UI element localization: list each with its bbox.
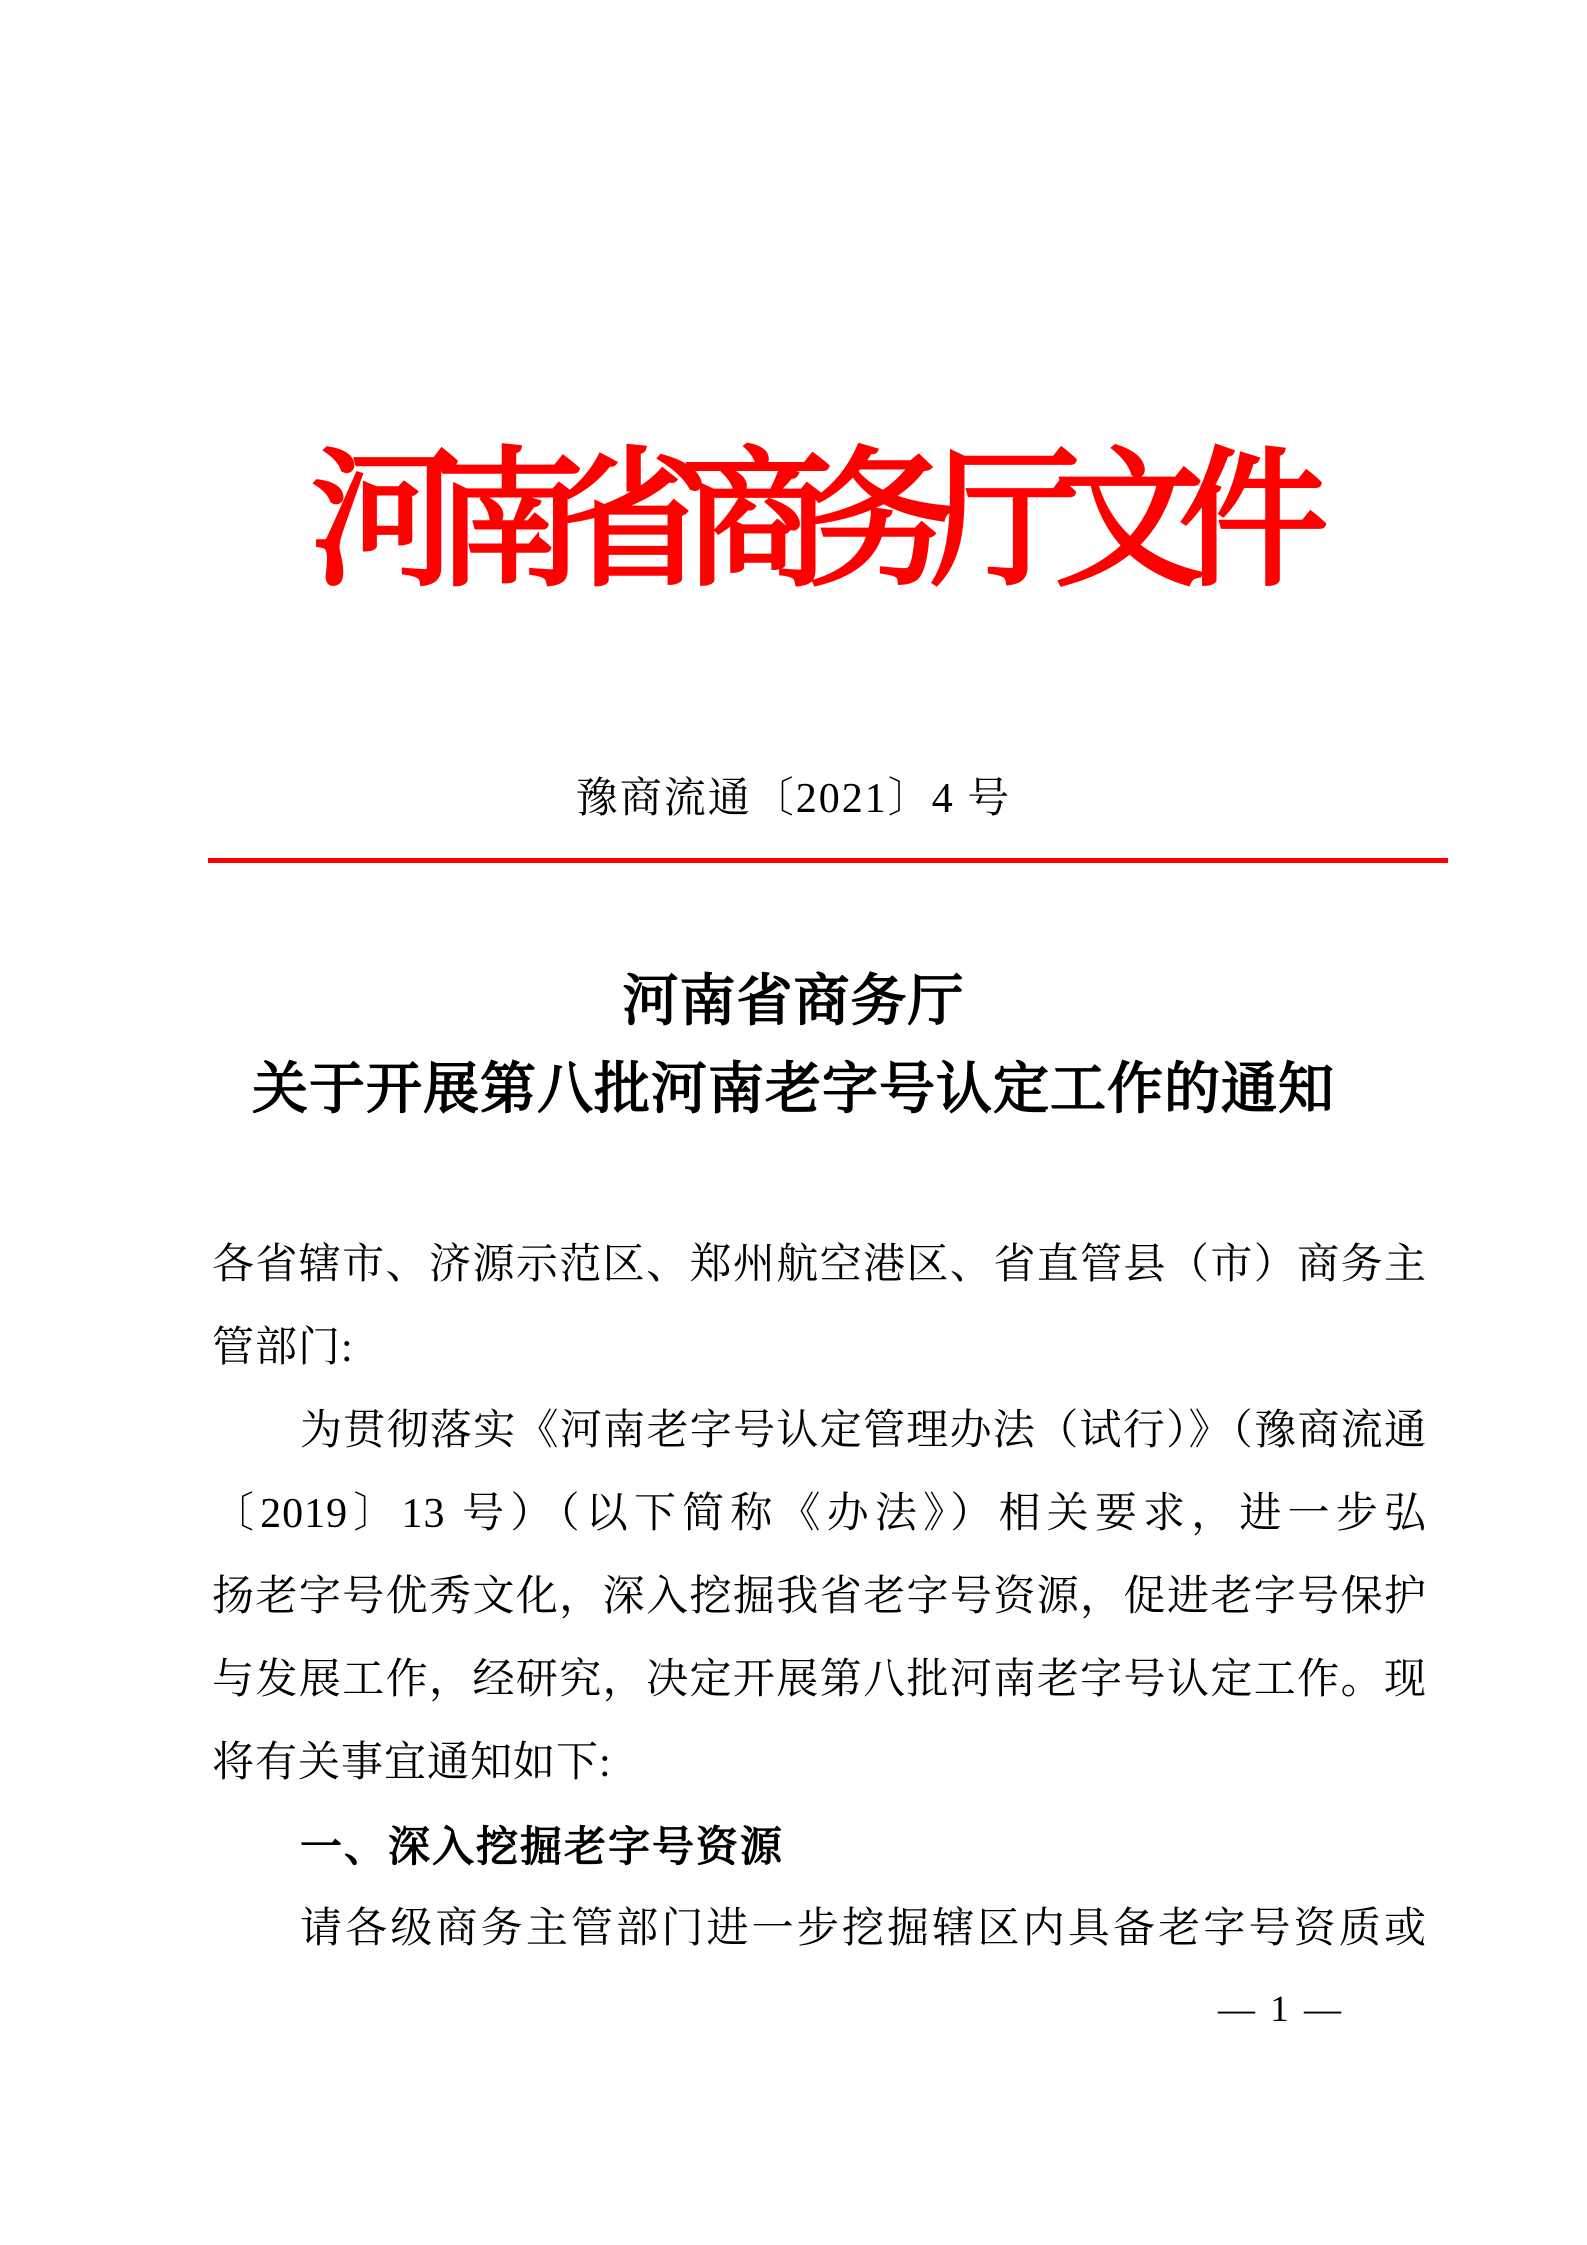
- body-line-paragraph: 与发展工作，经研究，决定开展第八批河南老字号认定工作。现: [212, 1657, 1427, 1703]
- body-line-paragraph: 〔2019〕13 号）（以下简称《办法》）相关要求，进一步弘: [212, 1491, 1427, 1537]
- document-number: 豫商流通〔2021〕4 号: [575, 776, 1012, 822]
- body-line-paragraph: 为贯彻落实《河南老字号认定管理办法（试行）》（豫商流通: [300, 1408, 1427, 1454]
- page-number: — 1 —: [1218, 1989, 1344, 2030]
- notice-title: [0, 958, 1587, 1134]
- letterhead-title: 河南省商务厅文件: [310, 439, 1303, 605]
- body-line-paragraph-end: 将有关事宜通知如下:: [212, 1740, 612, 1786]
- body-line-salutation: 各省辖市、济源示范区、郑州航空港区、省直管县（市）商务主: [212, 1242, 1427, 1288]
- body-line-paragraph: 扬老字号优秀文化，深入挖掘我省老字号资源，促进老字号保护: [212, 1574, 1427, 1620]
- document-body: [212, 1224, 1427, 1971]
- section-heading: 一、深入挖掘老字号资源: [300, 1823, 785, 1870]
- body-line-salutation-cont: 管部门:: [212, 1325, 354, 1371]
- red-divider-line: [208, 858, 1448, 863]
- notice-title-line2: 关于开展第八批河南老字号认定工作的通知: [252, 1059, 1335, 1121]
- notice-title-line1: 河南省商务厅: [622, 971, 965, 1033]
- body-line-paragraph: 请各级商务主管部门进一步挖掘辖区内具备老字号资质或: [300, 1906, 1427, 1952]
